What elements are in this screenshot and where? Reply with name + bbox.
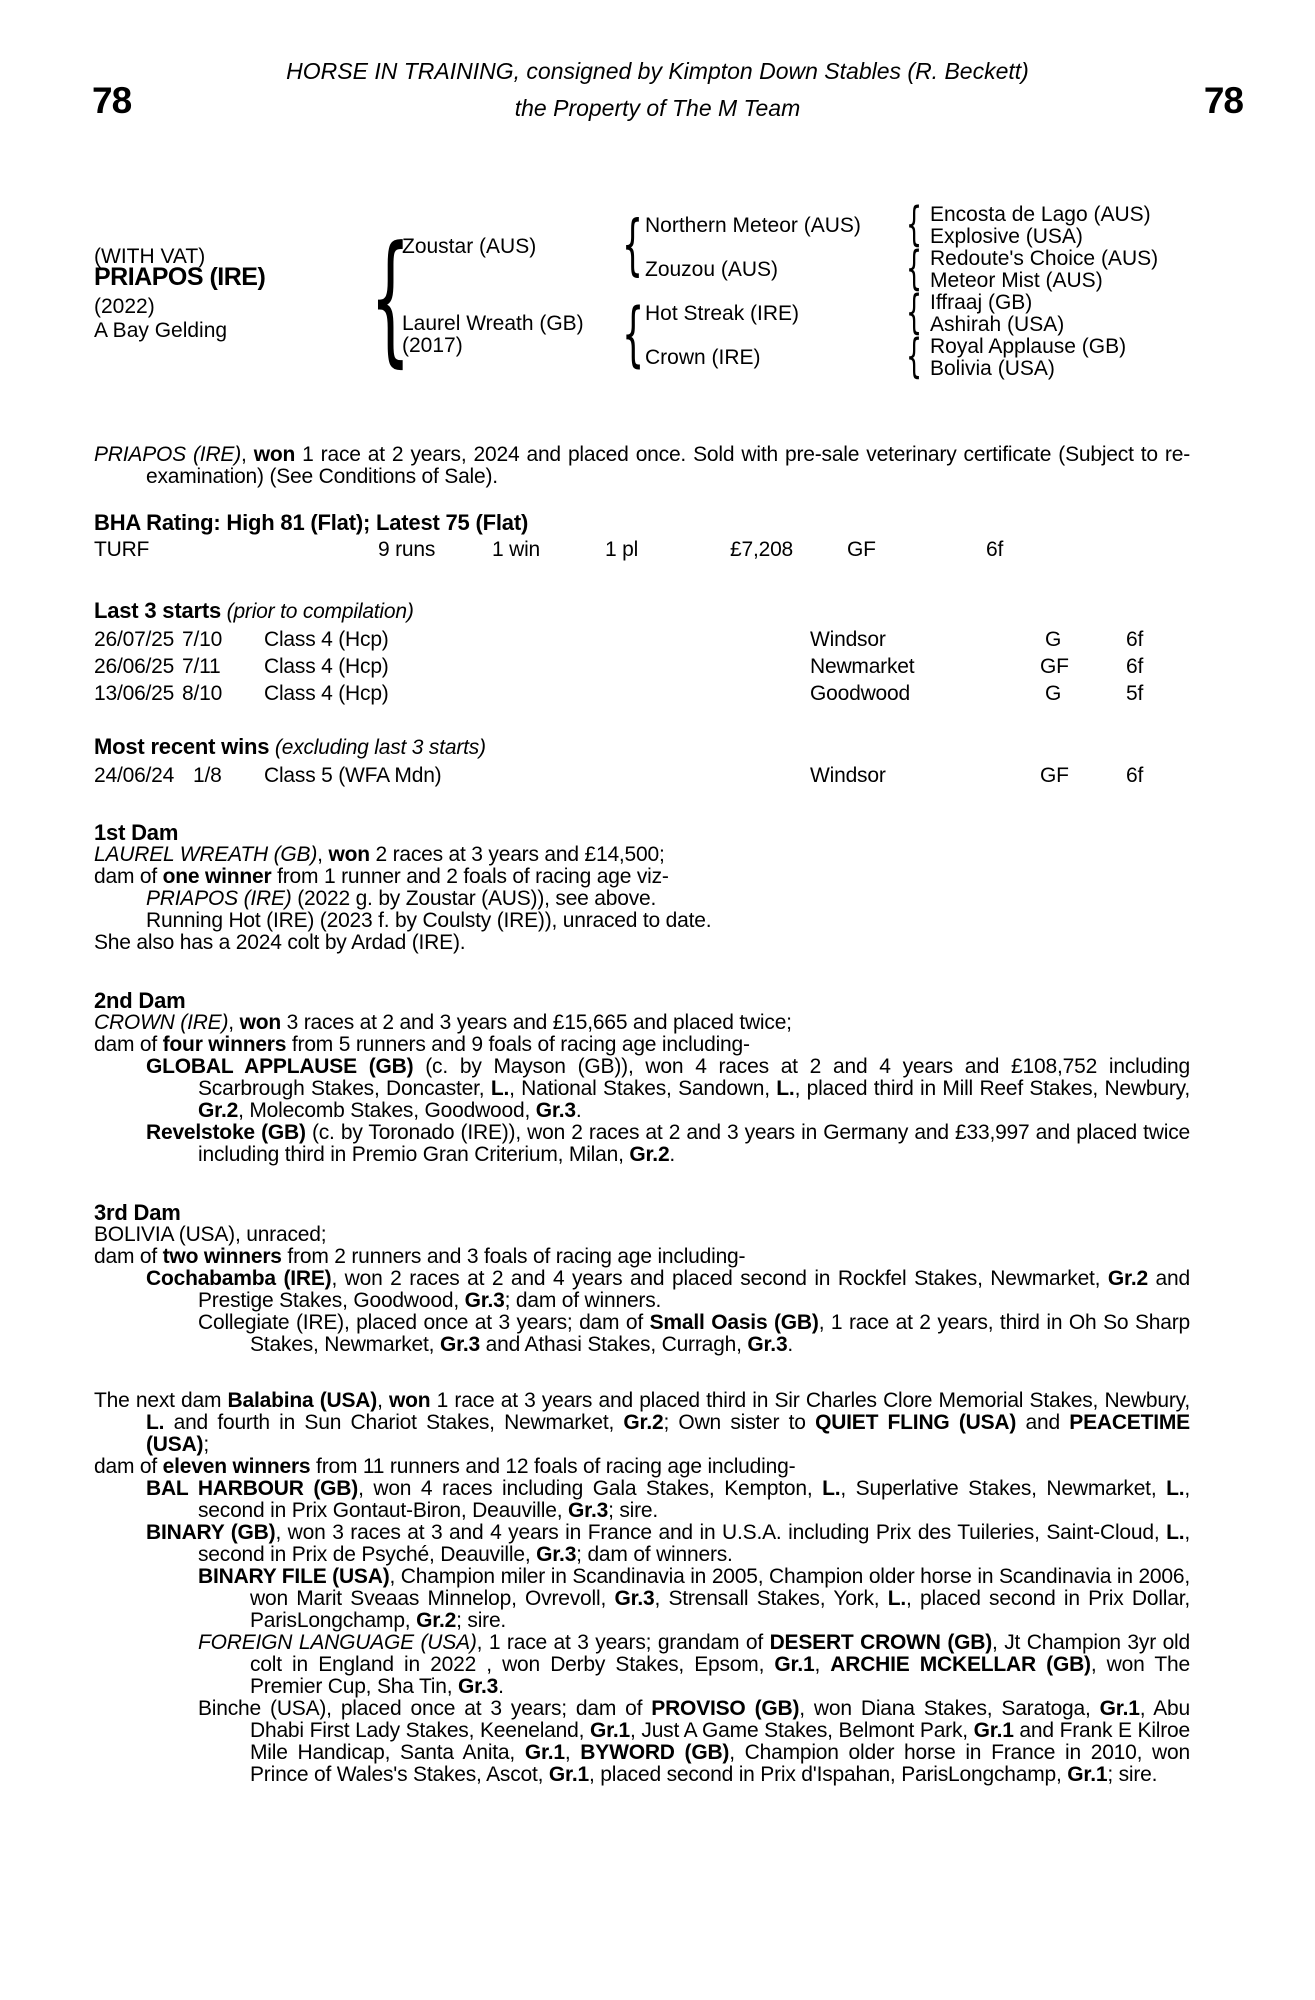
dam-year: (2017) (402, 334, 463, 357)
pedigree-paragraph (94, 1224, 1190, 1246)
section-heading-bold: Most recent wins (94, 734, 270, 759)
text-run: dam of (94, 1245, 163, 1268)
pedigree-gen3-name: Explosive (USA) (930, 225, 1083, 248)
text-run: and (1016, 1411, 1070, 1434)
text-run: from 11 runners and 12 foals of racing age including- (310, 1455, 796, 1478)
text-run: , won The Premier Cup, Sha Tin, (250, 1653, 1190, 1698)
dam-heading: 3rd Dam (94, 1200, 181, 1225)
race-cell: 8/10 (182, 682, 223, 705)
text-run: Gr.2 (629, 1143, 670, 1166)
race-cell: 1 pl (605, 538, 639, 561)
text-run: ; sire. (1107, 1763, 1158, 1786)
pedigree-gen3-name: Iffraaj (GB) (930, 291, 1033, 314)
colour-sex: A Bay Gelding (94, 319, 228, 342)
pedigree-paragraph (94, 1122, 1190, 1166)
text-run: (c. by Mayson (GB)), won 4 races at 2 and 4 years and £108,752 including Scarbrough Stakes, Doncaster, (198, 1055, 1190, 1100)
text-run: from 2 runners and 3 foals of racing age including- (281, 1245, 746, 1268)
text-run: Gr.2 (416, 1609, 457, 1632)
text-run: Gr.1 (524, 1741, 565, 1764)
text-run: Gr.3 (614, 1587, 655, 1610)
section-heading (94, 512, 1190, 535)
text-run: GLOBAL APPLAUSE (GB) (146, 1055, 414, 1078)
text-run: won (328, 843, 370, 866)
horse-name: PRIAPOS (IRE) (94, 263, 266, 291)
pedigree-gen3-name: Meteor Mist (AUS) (930, 269, 1103, 292)
text-run: , won 3 races at 3 and 4 years in France and in U.S.A. including Prix des Tuileries, Saint-Cloud, (275, 1521, 1167, 1544)
foaled-year: (2022) (94, 295, 155, 318)
text-run: Gr.2 (1107, 1267, 1148, 1290)
race-row (94, 539, 1190, 566)
text-run: won (239, 1011, 281, 1034)
section-heading (94, 736, 1190, 759)
pedigree-gen3-name: Bolivia (USA) (930, 357, 1055, 380)
race-cell: Class 4 (Hcp) (264, 628, 389, 651)
pedigree-gen2-name: Hot Streak (IRE) (645, 302, 800, 325)
text-run: Cochabamba (IRE) (146, 1267, 332, 1290)
text-run: Binche (USA), placed once at 3 years; dam of (198, 1697, 652, 1720)
pedigree-paragraph (94, 1698, 1190, 1786)
text-run: and Prestige Stakes, Goodwood, (198, 1267, 1190, 1312)
text-run: , (814, 1653, 831, 1676)
pedigree-paragraph (94, 1268, 1190, 1312)
text-run: , (377, 1389, 389, 1412)
pedigree-paragraph (94, 1012, 1190, 1034)
text-run: dam of (94, 1033, 163, 1056)
pedigree-brace: { (906, 285, 923, 339)
text-run: PROVISO (GB) (651, 1697, 800, 1720)
text-run: BINARY (GB) (146, 1521, 276, 1544)
race-cell: 26/07/25 (94, 628, 175, 651)
text-run: Gr.3 (535, 1099, 576, 1122)
text-run: 3 races at 2 and 3 years and £15,665 and placed twice; (280, 1011, 792, 1034)
text-run: Gr.1 (548, 1763, 589, 1786)
pedigree-paragraph (94, 1056, 1190, 1122)
pedigree-gen2-name: Crown (IRE) (645, 346, 761, 369)
text-run: 2 races at 3 years and £14,500; (369, 843, 665, 866)
pedigree-gen2-name: Zouzou (AUS) (645, 258, 779, 281)
dam-name: Laurel Wreath (GB) (402, 312, 584, 335)
text-run: , placed second in Prix Dollar, ParisLongchamp, (250, 1587, 1190, 1632)
text-run: CROWN (IRE) (94, 1011, 229, 1034)
text-run: Gr.3 (536, 1543, 577, 1566)
pedigree-paragraph (94, 1034, 1190, 1056)
text-run: PEACETIME (USA) (146, 1411, 1190, 1456)
text-run: ; sire. (608, 1499, 659, 1522)
text-run: Running Hot (IRE) (2023 f. by Coulsty (IRE)), unraced to date. (146, 909, 712, 932)
text-run: eleven winners (162, 1455, 311, 1478)
race-row (94, 656, 1190, 683)
text-run: Gr.3 (464, 1289, 505, 1312)
text-run: , placed third in Mill Reef Stakes, Newbury, (794, 1077, 1190, 1100)
text-run: Gr.2 (198, 1099, 239, 1122)
text-run: ; (203, 1433, 209, 1456)
text-run: , Jt Champion 3yr old colt in England in 2022 , won Derby Stakes, Epsom, (250, 1631, 1190, 1676)
race-cell: G (1045, 682, 1062, 705)
section-heading-bold: Last 3 starts (94, 598, 222, 623)
pedigree-paragraph (94, 866, 1190, 888)
text-run: BOLIVIA (USA), unraced; (94, 1223, 327, 1246)
text-run: Gr.3 (458, 1675, 499, 1698)
dam-heading: 2nd Dam (94, 988, 186, 1013)
text-run: . (498, 1675, 504, 1698)
sire-name: Zoustar (AUS) (402, 235, 537, 258)
pedigree-paragraph (94, 1478, 1190, 1522)
property-line: the Property of The M Team (514, 95, 801, 121)
text-run: two winners (162, 1245, 282, 1268)
text-run: Gr.1 (589, 1719, 631, 1742)
section-heading (94, 600, 1190, 623)
race-cell: G (1045, 628, 1062, 651)
text-run: . (787, 1333, 794, 1356)
text-run: , won 2 races at 2 and 4 years and placed second in Rockfel Stakes, Newmarket, (331, 1267, 1108, 1290)
text-run: , (317, 843, 329, 866)
pedigree-paragraph (94, 932, 1190, 954)
text-run: , (228, 1011, 240, 1034)
text-run: , Champion older horse in France in 2010, won Prince of Wales's Stakes, Ascot, (250, 1741, 1190, 1786)
text-run: BYWORD (GB) (580, 1741, 730, 1764)
race-cell: 13/06/25 (94, 682, 175, 705)
race-cell: Class 5 (WFA Mdn) (264, 764, 442, 787)
race-cell: Windsor (810, 764, 886, 787)
text-run: dam of (94, 1455, 163, 1478)
text-run: L. (1166, 1477, 1185, 1500)
dam-heading: 1st Dam (94, 820, 179, 845)
text-run: Gr.3 (439, 1333, 480, 1356)
text-run: QUIET FLING (USA) (815, 1411, 1017, 1434)
text-run: BAL HARBOUR (GB) (146, 1477, 359, 1500)
race-row (94, 683, 1190, 710)
race-cell: GF (1040, 764, 1069, 787)
text-run: four winners (162, 1033, 287, 1056)
lot-number-right: 78 (1203, 80, 1243, 121)
text-run: ; dam of winners. (576, 1543, 733, 1566)
race-cell: 1 win (492, 538, 541, 561)
pedigree-table (94, 196, 1254, 408)
pedigree-paragraph (94, 1456, 1190, 1478)
text-run: . (669, 1143, 676, 1166)
pedigree-gen3-name: Redoute's Choice (AUS) (930, 247, 1159, 270)
text-run: , Just A Game Stakes, Belmont Park, (630, 1719, 974, 1742)
pedigree-paragraph (94, 1566, 1190, 1632)
pedigree-gen3-name: Royal Applause (GB) (930, 335, 1127, 358)
text-run: , won 4 races including Gala Stakes, Kempton, (358, 1477, 823, 1500)
pedigree-paragraph (94, 910, 1190, 932)
race-cell: 24/06/24 (94, 764, 175, 787)
race-cell: 6f (1126, 655, 1144, 678)
text-run: ; Own sister to (663, 1411, 816, 1434)
pedigree-paragraph (94, 844, 1190, 866)
text-run: L. (887, 1587, 907, 1610)
race-cell: 9 runs (378, 538, 436, 561)
text-run: PRIAPOS (IRE) (146, 887, 292, 910)
pedigree-paragraph (94, 1390, 1190, 1456)
text-run: , Molecomb Stakes, Goodwood, (238, 1099, 536, 1122)
text-run: ; sire. (456, 1609, 507, 1632)
race-cell: Class 4 (Hcp) (264, 682, 389, 705)
pedigree-gen3-name: Ashirah (USA) (930, 313, 1065, 336)
text-run: L. (146, 1411, 165, 1434)
text-run: Gr.1 (973, 1719, 1014, 1742)
text-run: Small Oasis (GB) (649, 1311, 819, 1334)
section-heading-italic: (prior to compilation) (221, 600, 414, 623)
section-heading-italic: (excluding last 3 starts) (269, 736, 486, 759)
text-run: , placed second in Prix d'Ispahan, ParisLongchamp, (588, 1763, 1068, 1786)
vat-note: (WITH VAT) (94, 245, 206, 268)
text-run: one winner (162, 865, 272, 888)
text-run: PRIAPOS (IRE) (94, 443, 242, 466)
text-run: (2022 g. by Zoustar (AUS)), see above. (291, 887, 657, 910)
text-run: , (241, 443, 254, 466)
race-cell: TURF (94, 538, 150, 561)
text-run: from 5 runners and 9 foals of racing age including- (286, 1033, 750, 1056)
text-run: 1 race at 3 years and placed third in Sir Charles Clore Memorial Stakes, Newbury, (430, 1389, 1190, 1412)
race-cell: 1/8 (193, 764, 222, 787)
text-run: L. (822, 1477, 841, 1500)
pedigree-brace: { (906, 329, 923, 383)
text-run: , (564, 1741, 581, 1764)
pedigree-brace: { (906, 197, 923, 251)
page-header (0, 0, 1315, 150)
pedigree-brace: { (906, 241, 923, 295)
text-run: LAUREL WREATH (GB) (94, 843, 318, 866)
race-cell: GF (847, 538, 876, 561)
text-run: , National Stakes, Sandown, (509, 1077, 777, 1100)
text-run: DESERT CROWN (GB) (769, 1631, 993, 1654)
text-run: Gr.2 (623, 1411, 664, 1434)
race-cell: Newmarket (810, 655, 915, 678)
race-cell: Class 4 (Hcp) (264, 655, 389, 678)
text-run: , second in Prix Gontaut-Biron, Deauville, (198, 1477, 1190, 1522)
pedigree-gen2-name: Northern Meteor (AUS) (645, 214, 861, 237)
text-run: won (253, 443, 296, 466)
race-row (94, 629, 1190, 656)
text-run: and Frank E Kilroe Mile Handicap, Santa Anita, (250, 1719, 1191, 1764)
catalogue-text (94, 444, 1190, 1786)
text-run: , 1 race at 2 years, third in Oh So Sharp Stakes, Newmarket, (250, 1311, 1190, 1356)
race-cell: 7/10 (182, 628, 223, 651)
text-run: L. (490, 1077, 510, 1100)
text-run: Balabina (USA) (227, 1389, 378, 1412)
text-run: The next dam (94, 1389, 228, 1412)
text-run: Gr.1 (1099, 1697, 1140, 1720)
text-run: , won Diana Stakes, Saratoga, (799, 1697, 1100, 1720)
pedigree-paragraph (94, 1312, 1190, 1356)
text-run: BINARY FILE (USA) (198, 1565, 390, 1588)
text-run: . (575, 1099, 582, 1122)
text-run: She also has a 2024 colt by Ardad (IRE). (94, 931, 466, 954)
text-run: , Superlative Stakes, Newmarket, (840, 1477, 1167, 1500)
text-run: ARCHIE MCKELLAR (GB) (830, 1653, 1091, 1676)
pedigree-brace: { (370, 216, 411, 381)
pedigree-gen3-name: Encosta de Lago (AUS) (930, 203, 1151, 226)
pedigree-paragraph (94, 444, 1190, 488)
race-cell: Windsor (810, 628, 886, 651)
text-run: , Champion miler in Scandinavia in 2005, Champion older horse in Scandinavia in 2006, won Marit Sveaas Minnelop, Ovrevoll, (250, 1565, 1191, 1610)
text-run: Gr.1 (1067, 1763, 1108, 1786)
text-run: 1 race at 2 years, 2024 and placed once. Sold with pre-sale veterinary certificate (Subject to re-examination) (See Conditions of Sale). (146, 443, 1190, 488)
pedigree-paragraph (94, 1246, 1190, 1268)
consignor-line: HORSE IN TRAINING, consigned by Kimpton Down Stables (R. Beckett) (286, 58, 1029, 84)
race-cell: 7/11 (182, 655, 221, 678)
text-run: Gr.3 (568, 1499, 609, 1522)
text-run: dam of (94, 865, 163, 888)
race-cell: GF (1040, 655, 1069, 678)
text-run: FOREIGN LANGUAGE (USA) (198, 1631, 477, 1654)
race-cell: 6f (1126, 628, 1144, 651)
race-cell: 5f (1126, 682, 1144, 705)
race-cell: £7,208 (730, 538, 794, 561)
text-run: from 1 runner and 2 foals of racing age viz- (271, 865, 669, 888)
race-cell: 6f (986, 538, 1004, 561)
text-run: Gr.3 (747, 1333, 788, 1356)
text-run: and fourth in Sun Chariot Stakes, Newmarket, (164, 1411, 624, 1434)
text-run: (c. by Toronado (IRE)), won 2 races at 2 and 3 years in Germany and £33,997 and placed twice including third in Premio Gran Criterium, Milan, (198, 1121, 1190, 1166)
text-run: , Abu Dhabi First Lady Stakes, Keeneland, (250, 1697, 1190, 1742)
text-run: , Strensall Stakes, York, (654, 1587, 888, 1610)
text-run: won (389, 1389, 431, 1412)
text-run: and Athasi Stakes, Curragh, (480, 1333, 748, 1356)
race-cell: Goodwood (810, 682, 910, 705)
pedigree-brace: { (622, 293, 645, 375)
text-run: L. (1166, 1521, 1185, 1544)
text-run: Gr.1 (774, 1653, 815, 1676)
pedigree-paragraph (94, 888, 1190, 910)
text-run: ; dam of winners. (504, 1289, 662, 1312)
text-run: , 1 race at 3 years; grandam of (476, 1631, 770, 1654)
pedigree-paragraph (94, 1632, 1190, 1698)
text-run: Collegiate (IRE), placed once at 3 years; dam of (198, 1311, 650, 1334)
pedigree-paragraph (94, 1522, 1190, 1566)
text-run: L. (776, 1077, 795, 1100)
race-row (94, 765, 1190, 792)
lot-number-left: 78 (92, 80, 132, 121)
race-cell: 26/06/25 (94, 655, 175, 678)
race-cell: 6f (1126, 764, 1144, 787)
text-run: , second in Prix de Psyché, Deauville, (198, 1521, 1190, 1566)
text-run: Revelstoke (GB) (146, 1121, 306, 1144)
pedigree-brace: { (622, 206, 643, 283)
section-heading-bold: BHA Rating: High 81 (Flat); Latest 75 (Flat) (94, 510, 529, 535)
